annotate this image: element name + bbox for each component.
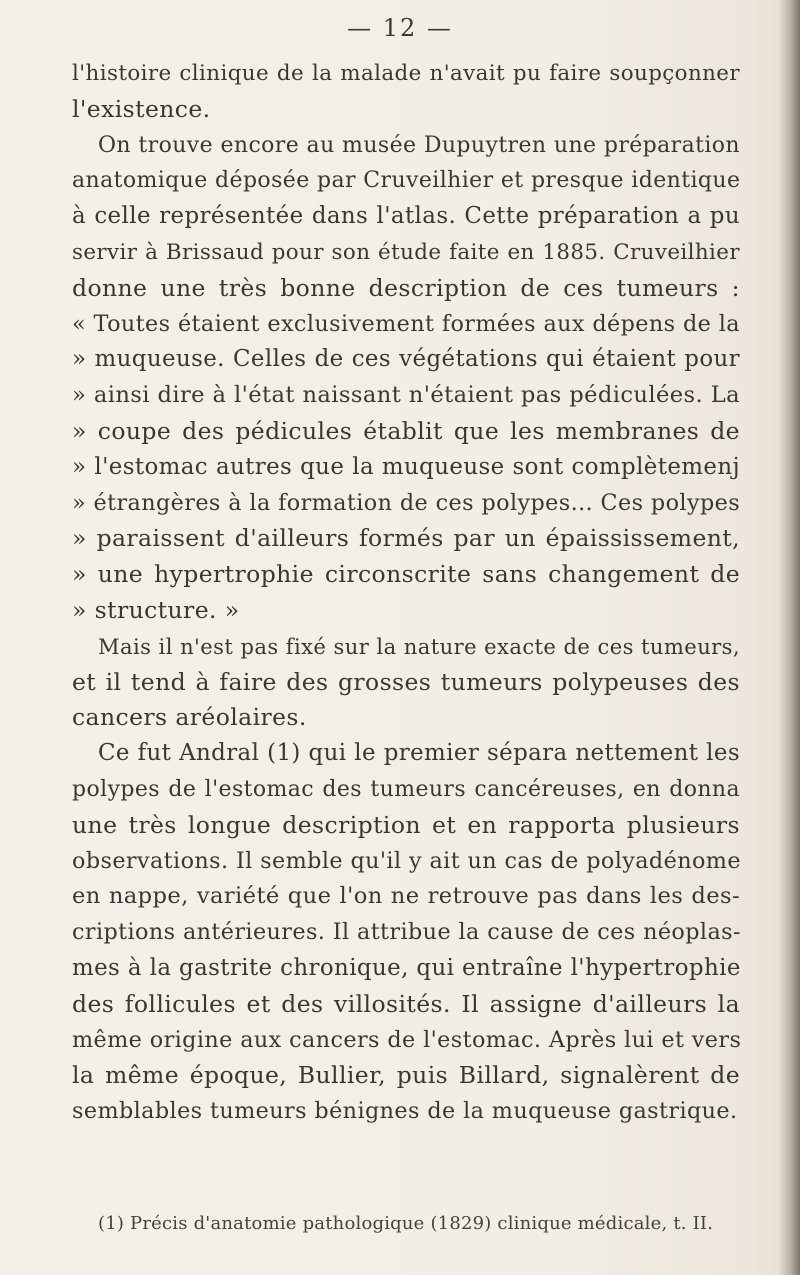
quote-line: » ainsi dire à l'état naissant n'étaient pas pédiculées. La <box>72 382 740 409</box>
text-line: à celle représentée dans l'atlas. Cette préparation a pu <box>72 203 740 230</box>
text-line: servir à Brissaud pour son étude faite en 1885. Cruveilhier <box>72 239 740 265</box>
text-line: Ce fut Andral (1) qui le premier sépara nettement les <box>98 740 740 767</box>
text-line: anatomique déposée par Cruveilhier et presque identique <box>72 168 741 194</box>
text-line: observations. Il semble qu'il y ait un cas de polyadénome <box>72 847 741 874</box>
text-line: donne une très bonne description de ces tumeurs : <box>72 273 740 302</box>
text-line: l'histoire clinique de la malade n'avait pu faire soupçonner <box>72 61 740 86</box>
quote-line: » paraissent d'ailleurs formés par un épaississement, <box>72 524 740 553</box>
text-line: en nappe, variété que l'on ne retrouve pas dans les des- <box>72 883 740 910</box>
text-line: mes à la gastrite chronique, qui entraîne l'hypertrophie <box>72 954 741 981</box>
text-line: et il tend à faire des grosses tumeurs polypeuses des <box>72 667 740 696</box>
page-edge-shadow <box>778 0 800 1275</box>
quote-line: » muqueuse. Celles de ces végétations qui étaient pour <box>72 346 740 373</box>
page-number: — 12 — <box>347 14 453 42</box>
quote-line: » étrangères à la formation de ces polypes... Ces polypes <box>72 489 741 516</box>
text-line: des follicules et des villosités. Il assigne d'ailleurs la <box>72 989 740 1018</box>
text-line: semblables tumeurs bénignes de la muqueuse gastrique. <box>72 1098 738 1125</box>
quote-line: » coupe des pédicules établit que les membranes de <box>72 416 740 445</box>
text-line: une très longue description et en rapporta plusieurs <box>72 810 740 839</box>
quote-line: « Toutes étaient exclusivement formées aux dépens de la <box>72 310 740 337</box>
text-line: Mais il n'est pas fixé sur la nature exacte de ces tumeurs, <box>98 633 740 659</box>
text-line: On trouve encore au musée Dupuytren une préparation <box>98 132 740 158</box>
text-line: criptions antérieures. Il attribue la cause de ces néoplas- <box>72 919 741 946</box>
text-line: l'existence. <box>72 94 211 123</box>
quote-line: » structure. » <box>72 595 240 624</box>
text-line: polypes de l'estomac des tumeurs cancéreuses, en donna <box>72 776 740 802</box>
text-line: même origine aux cancers de l'estomac. Après lui et vers <box>72 1026 742 1053</box>
quote-line: » une hypertrophie circonscrite sans changement de <box>72 560 740 589</box>
body-text <box>72 56 740 1130</box>
text-line: la même époque, Bullier, puis Billard, signalèrent de <box>72 1061 740 1090</box>
quote-line: » l'estomac autres que la muqueuse sont complètemenj <box>72 453 740 480</box>
text-line: cancers aréolaires. <box>72 703 307 732</box>
footnote: (1) Précis d'anatomie pathologique (1829) clinique médicale, t. II. <box>98 1213 714 1234</box>
